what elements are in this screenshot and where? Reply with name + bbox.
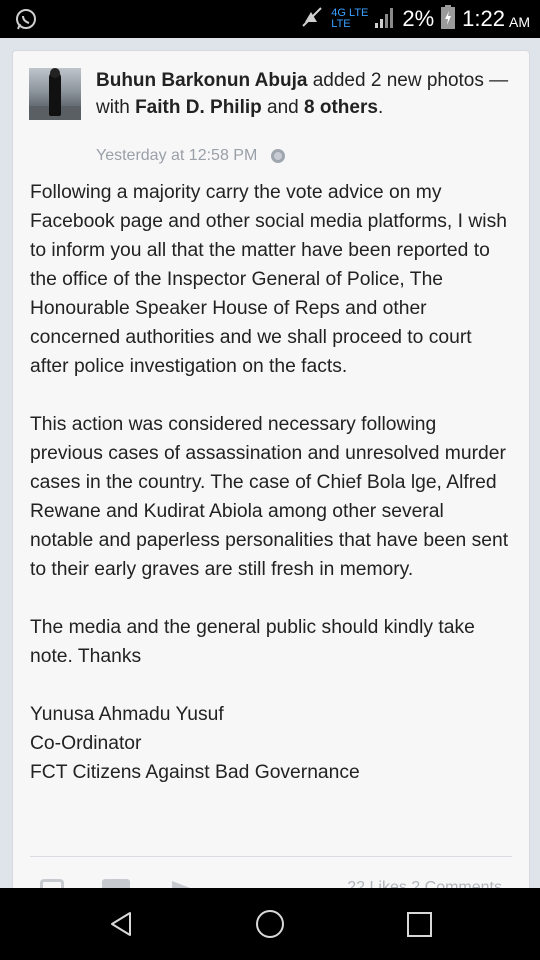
author-name-link[interactable]: Buhun Barkonun Abuja — [96, 70, 308, 91]
battery-percent: 2% — [402, 6, 435, 31]
back-button[interactable] — [76, 888, 166, 960]
header-period: . — [377, 96, 384, 118]
recent-apps-icon — [407, 912, 432, 937]
others-link[interactable]: 8 others — [304, 96, 378, 118]
signature-org: FCT Citizens Against Bad Governance — [30, 762, 360, 783]
feed-post-card — [12, 50, 530, 912]
actions-divider — [30, 856, 512, 857]
mute-icon — [299, 4, 325, 35]
signature-name: Yunusa Ahmadu Yusuf — [30, 704, 224, 725]
post-timestamp-row — [96, 147, 285, 165]
post-body — [30, 178, 512, 787]
network-top: 4G LTE — [331, 7, 369, 19]
whatsapp-icon — [14, 8, 38, 37]
and-text: and — [261, 96, 305, 118]
navigation-bar — [0, 888, 540, 960]
post-header — [96, 68, 516, 121]
recent-apps-button[interactable] — [374, 888, 464, 960]
back-icon — [109, 911, 133, 937]
signature-title: Co-Ordinator — [30, 733, 142, 754]
clock-ampm: AM — [509, 14, 530, 30]
clock-time: 1:22 — [462, 6, 505, 31]
post-paragraph: The media and the general public should kindly take note. Thanks — [30, 617, 475, 667]
network-type — [331, 8, 368, 30]
network-bottom: LTE — [331, 18, 351, 30]
battery-icon — [440, 4, 456, 35]
action-text: added 2 new photos — with — [96, 70, 509, 118]
post-timestamp[interactable]: Yesterday at 12:58 PM — [96, 147, 258, 164]
status-bar — [0, 0, 540, 38]
tagged-name-link[interactable]: Faith D. Philip — [135, 96, 262, 118]
signal-icon — [374, 5, 396, 34]
home-icon — [256, 910, 284, 938]
globe-icon — [271, 149, 285, 163]
post-paragraph: This action was considered necessary following previous cases of assassination and unresolved murder cases in the country. The case of Chief Bola lge, Alfred Rewane and Kudirat Abiola among other several notable and paperless personalities that have been sent to their early graves are still fresh in memory. — [30, 414, 509, 580]
author-avatar[interactable] — [29, 68, 81, 120]
home-button[interactable] — [225, 888, 315, 960]
post-paragraph: Following a majority carry the vote advice on my Facebook page and other social media platforms, I wish to inform you all that the matter have been reported to the office of the Inspector General of Police, The Honourable Speaker House of Reps and other concerned authorities and we shall proceed to court after police investigation on the facts. — [30, 182, 507, 377]
